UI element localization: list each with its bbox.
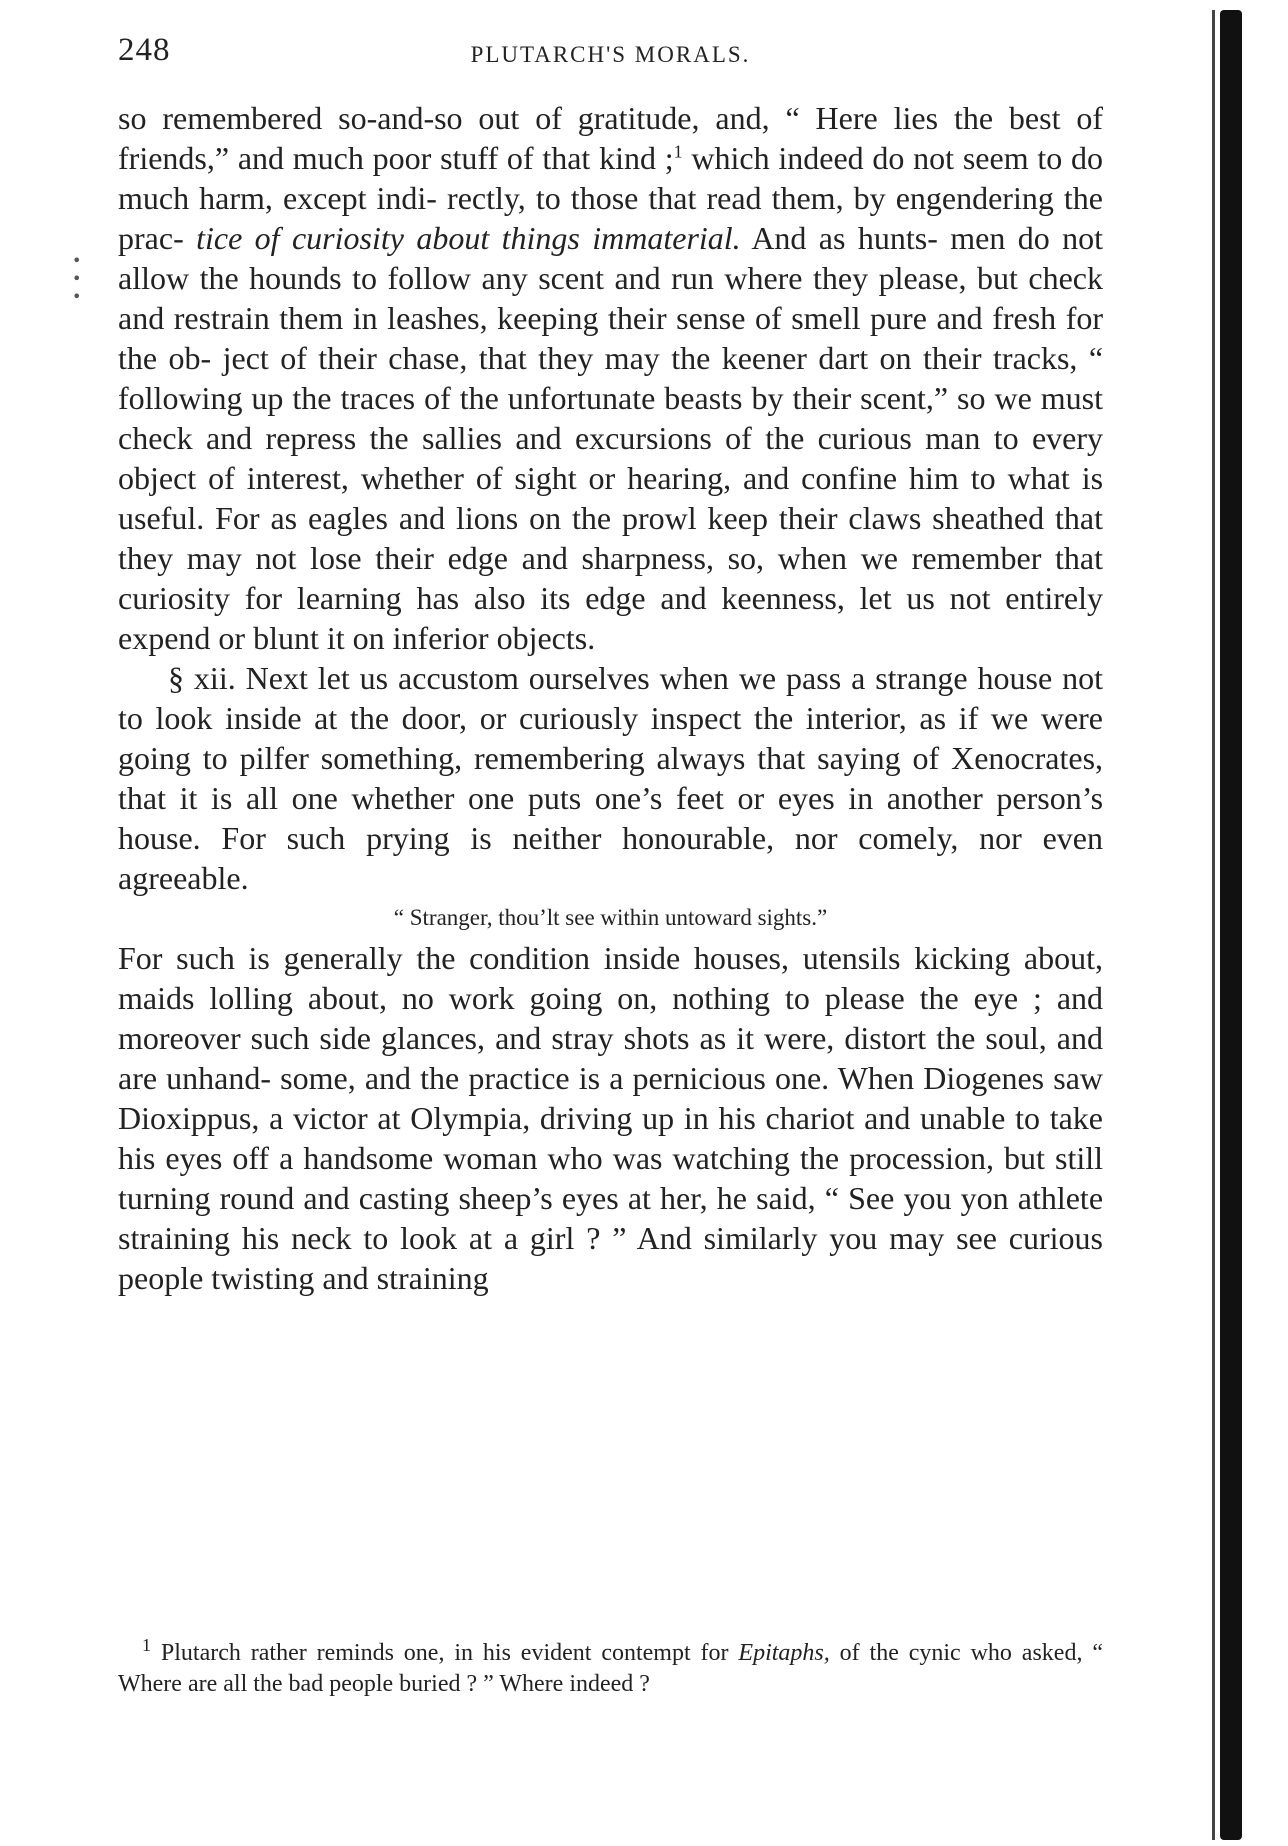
text-line: keeping their sense of smell pure and fresh for the ob- xyxy=(118,300,1104,376)
paragraph-continuation xyxy=(118,98,1103,658)
text-line: men do not allow the hounds to follow any scent and run xyxy=(118,220,1104,296)
text-line: the best of friends,” and much poor stuff of that kind ; xyxy=(118,100,1104,176)
text-line: some, and the practice is a pernicious one. When Diogenes xyxy=(280,1060,1045,1096)
text-line: by their scent,” so we must check and repress the sallies xyxy=(118,380,1104,456)
text-line: interest, whether of sight or hearing, and confine him to xyxy=(246,460,996,496)
page-number: 248 xyxy=(118,32,171,68)
text-line: sharpness, so, when we remember that curiosity for learning xyxy=(118,540,1104,616)
body-text xyxy=(118,98,1103,1298)
paragraph-after-quote xyxy=(118,938,1103,1298)
text-line: § xii. Next let us accustom ourselves when we pass a xyxy=(168,660,866,696)
text-line: ject of their chase, that they may the keener dart on their xyxy=(222,340,982,376)
footnote-ref: 1 xyxy=(673,141,683,162)
text-line: and stray shots as it were, distort the soul, and are unhand- xyxy=(118,1020,1104,1096)
page-edge-shadow xyxy=(1220,10,1242,1840)
text-line: kicking about, maids lolling about, no work going on, xyxy=(118,940,1104,1016)
text-line: all one whether one puts one’s feet or eyes in another xyxy=(245,780,983,816)
text-line: what is useful. For as eagles and lions on the prowl keep xyxy=(118,460,1104,536)
text-line: or blunt it on inferior objects. xyxy=(218,620,596,656)
page-edge-line xyxy=(1212,10,1215,1840)
text-line: inspect the interior, as if we were going to pilfer something, xyxy=(118,700,1104,776)
text-line: so remembered so-and-so out of gratitude, and, “ Here lies xyxy=(118,100,939,136)
running-head: PLUTARCH'S MORALS. xyxy=(470,42,751,67)
text-line: their claws sheathed that they may not lose their edge and xyxy=(118,500,1104,576)
text-line: And as hunts- xyxy=(751,220,938,256)
text-line: tracks, “ following up the traces of the unfortunate beasts xyxy=(118,340,1104,416)
text-line: woman who was watching the procession, but still turning xyxy=(118,1140,1104,1216)
footnote-marker: 1 xyxy=(142,1635,151,1655)
text-line: For such is generally the condition inside houses, utensils xyxy=(118,940,901,976)
text-line: where they please, but check and restrain them in leashes, xyxy=(118,260,1104,336)
margin-pencil-mark: • • • xyxy=(72,251,82,306)
text-line: strange house not to look inside at the door, or curiously xyxy=(118,660,1103,736)
text-line: rectly, to those that read them, by engendering the prac- xyxy=(118,180,1104,256)
footnote-text: Plutarch rather reminds one, in his evident contempt for xyxy=(160,1640,729,1666)
text-line-italic: tice of curiosity about things immaterial. xyxy=(196,220,741,256)
block-quote: “ Stranger, thou’lt see within untoward sights.” xyxy=(393,905,828,930)
text-line: comely, nor even agreeable. xyxy=(118,820,1104,896)
text-line: has also its edge and keenness, let us not entirely expend xyxy=(118,580,1104,656)
text-line: remembering always that saying of Xenocrates, that it is xyxy=(118,740,1104,816)
page-header xyxy=(118,20,1103,80)
text-line: and excursions of the curious man to every object of xyxy=(118,420,1104,496)
text-line: which indeed do not seem to do much harm, except indi- xyxy=(118,140,1104,216)
text-line: chariot and unable to take his eyes off a handsome xyxy=(118,1100,1104,1176)
text-line: saw Dioxippus, a victor at Olympia, driving up in his xyxy=(118,1060,1104,1136)
footnote xyxy=(118,1635,1103,1700)
text-line: nothing to please the eye ; and moreover such side glances, xyxy=(118,980,1104,1056)
footnote-area xyxy=(118,1635,1103,1700)
footnote-italic: Epitaphs, xyxy=(738,1640,830,1666)
footnote-text: of the cynic who asked, “ Where are all the bad people buried ? ” Where indeed ? xyxy=(118,1640,1103,1697)
text-line: round and casting sheep’s eyes at her, he said, “ See you xyxy=(219,1180,952,1216)
text-line: person’s house. For such prying is neither honourable, nor xyxy=(118,780,1104,856)
paragraph-section-xii xyxy=(118,658,1103,898)
text-line: yon athlete straining his neck to look at a girl ? ” And xyxy=(118,1180,1104,1256)
text-line: similarly you may see curious people twisting and straining xyxy=(118,1220,1104,1296)
